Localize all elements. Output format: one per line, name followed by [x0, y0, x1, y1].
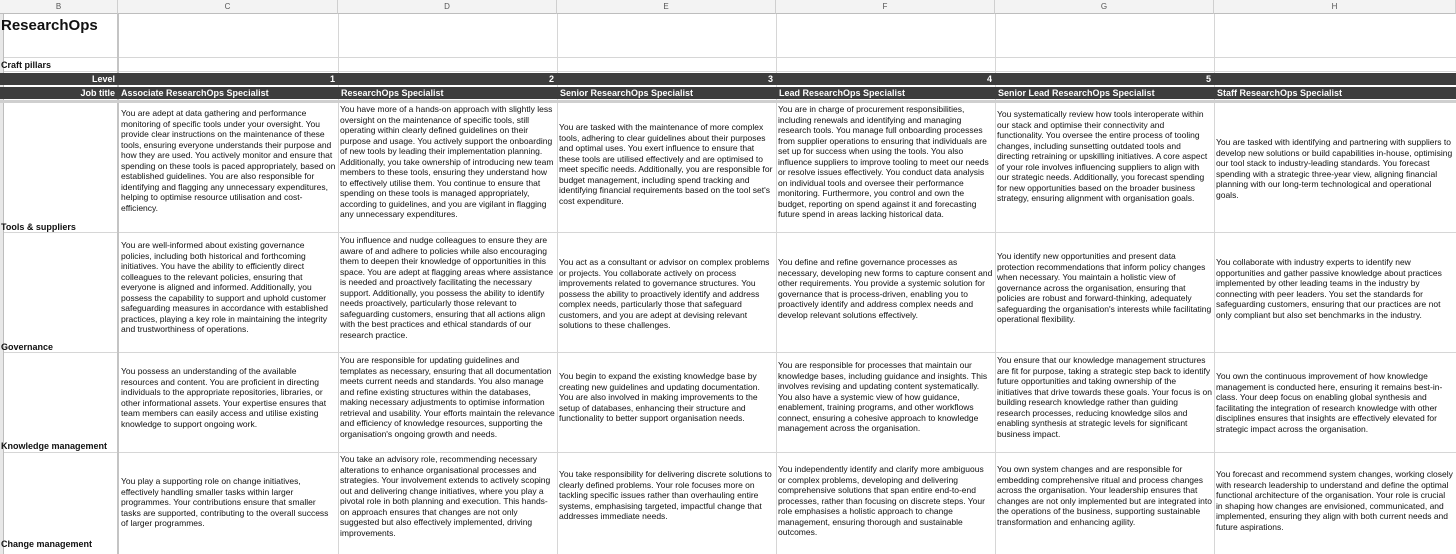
cell-change-level-3[interactable]: You take responsibility for delivering discrete solutions to clearly defined problems. Your role focuses more on tackling specific issues rather than overhauling entire systems, emphasising targeted, impactful change that addresses immediate needs.	[559, 469, 772, 521]
level-label: Level	[91, 74, 115, 84]
column-header-b[interactable]: B	[0, 0, 118, 14]
cell-tools-level-6[interactable]: You are tasked with identifying and partnering with suppliers to develop new solutions or build capabilities in-house, optimising our tool stack to industry-leading standards. You forecast spending with a strategic three-year view, aligning financial planning with our long-term technological and operational goals.	[1216, 137, 1453, 200]
job-title-associate: Associate ResearchOps Specialist	[121, 88, 269, 98]
job-title-specialist: ResearchOps Specialist	[341, 88, 444, 98]
cell-knowledge-level-1[interactable]: You possess an understanding of the available resources and content. You are proficient in directing individuals to the appropriate repositories, libraries, or other informational assets. Your expertise ensures that team members can easily access and utilise existing knowledge to support ongoing work.	[121, 366, 327, 429]
row-label-change-management: Change management	[1, 539, 93, 549]
cell-change-level-1[interactable]: You play a supporting role on change initiatives, effectively handling smaller tasks within larger programmes. Your contributions ensure that smaller tasks are supported, contributing to the overall success of larger programmes.	[121, 476, 329, 528]
level-1: 1	[329, 74, 335, 84]
cell-tools-level-3[interactable]: You are tasked with the maintenance of more complex tools, adhering to clear guidelines about their purposes and optimal uses. You exert influence to ensure that these tools are utilised effectively and are optimised to meet specific needs. Additionally, you are responsible for budget management, including spend tracking and identifying financial requirements based on the tool set's cost expenditure.	[559, 122, 773, 206]
cell-tools-level-5[interactable]: You systematically review how tools interoperate within our stack and optimise their connectivity and functionality. You oversee the entire process of tooling changes, including sunsetting outdated tools and directing retraining or upskilling initiatives. A core aspect of your role involves influencing suppliers to align with our strategic needs. Additionally, you forecast spending for new opportunities based on the broader business strategy, ensuring alignment with organisation goals.	[997, 109, 1208, 203]
cell-governance-level-3[interactable]: You act as a consultant or advisor on complex problems or projects. You collaborate actively on process improvements related to governance structures. You possess the ability to proactively identify and address complex needs, particularly those that safeguard customers, and you are adept at devising relevant solutions to these challenges.	[559, 257, 770, 330]
cell-governance-level-6[interactable]: You collaborate with industry experts to identify new opportunities and gather passive knowledge about practices implemented by other leading teams in the industry by connecting with peer leaders. You set the standards for safeguarding customers, ensuring that our practices are not only compliant but also set benchmarks in the industry.	[1216, 257, 1442, 320]
craft-pillars-label: Craft pillars	[1, 60, 52, 70]
row-label-governance: Governance	[1, 342, 54, 352]
cell-tools-level-4[interactable]: You are in charge of procurement responsibilities, including renewals and identifying and managing research tools. You manage full onboarding processes from supplier operations to ensuring that individuals are set up for success when using the tools. You also influence suppliers to improve tooling to meet our needs or resolve issues effectively. You conduct data analysis on individual tools and oversee their performance monitoring. Furthermore, you control and own the budget, reporting on spend against it and forecasting future spend in areas lacking historical data.	[778, 104, 989, 219]
job-title-senior-lead: Senior Lead ResearchOps Specialist	[998, 88, 1155, 98]
job-title-lead: Lead ResearchOps Specialist	[779, 88, 906, 98]
cell-governance-level-4[interactable]: You define and refine governance processes as necessary, developing new forms to capture consent and other requirements. You provide a systemic solution for governance that is process-driven, enabling you to proactively identify and address complex needs and develop relevant solutions effectively.	[778, 257, 993, 320]
column-header-f[interactable]: F	[776, 0, 995, 14]
job-title-label: Job title	[80, 88, 115, 98]
row-label-knowledge-management: Knowledge management	[1, 441, 108, 451]
column-header-e[interactable]: E	[557, 0, 776, 14]
column-header-d[interactable]: D	[338, 0, 557, 14]
job-title-staff: Staff ResearchOps Specialist	[1217, 88, 1343, 98]
cell-knowledge-level-5[interactable]: You ensure that our knowledge management structures are fit for purpose, taking a strategic step back to identify future opportunities and taking ownership of the initiatives that drive towards these goals. Your focus is on building research knowledge rather than guiding research processes, reducing knowledge silos and enabling synthesis at strategic levels for significant business impact.	[997, 355, 1212, 439]
cell-change-level-6[interactable]: You forecast and recommend system changes, working closely with research leadership to understand and define the optimal functional architecture of the organisation. Your role is crucial in shaping how changes are envisioned, communicated, and implemented, ensuring they align with both current needs and future aspirations.	[1216, 469, 1453, 532]
cell-governance-level-1[interactable]: You are well-informed about existing governance policies, including both historical and forthcoming initiatives. You have the ability to efficiently direct colleagues to the relevant policies, ensuring that everyone is aligned and informed. Additionally, you possess the capability to support and uphold customer safeguarding measures in accordance with established practices, playing a key role in maintaining the integrity and trustworthiness of operations.	[121, 240, 328, 334]
cell-tools-level-1[interactable]: You are adept at data gathering and performance monitoring of specific tools under your oversight. You provide clear instructions on the maintenance of these tools, ensuring everyone understands their purpose and how they are used. You actively monitor and ensure that spending on these tools is paced appropriately, based on established guidelines. You are also responsible for identifying and flagging any unnecessary expenditures, helping to optimise resource utilisation and cost-efficiency.	[121, 108, 336, 213]
column-header-c[interactable]: C	[118, 0, 338, 14]
row-label-tools-suppliers: Tools & suppliers	[1, 222, 76, 232]
column-header-h[interactable]: H	[1214, 0, 1456, 14]
job-title-row	[0, 87, 1456, 99]
column-header-g[interactable]: G	[995, 0, 1214, 14]
cell-knowledge-level-3[interactable]: You begin to expand the existing knowledge base by creating new guidelines and updating documentation. You are also involved in making improvements to the setup of databases, enhancing their structure and functionality to better support organisation needs.	[559, 371, 760, 423]
cell-change-level-2[interactable]: You take an advisory role, recommending necessary alterations to enhance organisational processes and strategies. Your involvement extends to actively scoping out and delivering change initiatives, where you play a pivotal role in both planning and execution. This hands-on approach ensures that changes are not only suggested but also effectively implemented, driving improvements.	[340, 454, 551, 538]
cell-governance-level-2[interactable]: You influence and nudge colleagues to ensure they are aware of and adhere to policies while also encouraging them to deepen their knowledge of opportunities in this space. You are adept at flagging areas where assistance is needed and proactively facilitating the necessary support. Additionally, you possess the ability to identify needs proactively, particularly those relevant to safeguarding customers, ensuring that all actions align with the best practices and ethical standards of our research practice.	[340, 235, 554, 340]
job-title-senior: Senior ResearchOps Specialist	[560, 88, 694, 98]
cell-change-level-4[interactable]: You independently identify and clarify more ambiguous or complex problems, developing and delivering comprehensive solutions that span entire end-to-end processes, rather than focusing on discrete steps. Your role emphasises a holistic approach to change management, ensuring thorough and sustainable outcomes.	[778, 464, 985, 537]
cell-knowledge-level-4[interactable]: You are responsible for processes that maintain our knowledge bases, including guidance and insights. This involves revising and updating content systematically. You also have a systemic view of how guidance, enablement, training programs, and other workflows connect, ensuring a cohesive approach to knowledge management across the organisation.	[778, 360, 988, 433]
level-row	[0, 73, 1456, 85]
cell-knowledge-level-2[interactable]: You are responsible for updating guidelines and templates as necessary, ensuring that all documentation meets current needs and standards. You also manage and refine existing structures within the databases, making necessary adjustments to optimise information retrieval and usability. Your efforts maintain the relevance and efficiency of knowledge resources, supporting the organisation's ongoing growth and needs.	[340, 355, 555, 439]
cell-tools-level-2[interactable]: You have more of a hands-on approach with slightly less oversight on the maintenance of specific tools, still operating within clearly defined guidelines on their purpose and usage. You actively support the onboarding of new tools by leading their implementation planning. Additionally, you take ownership of introducing new team members to these tools, ensuring they understand how to effectively utilise them. You continue to ensure that spending on these tools is managed appropriately, according to guidelines, and you are vigilant in flagging any unnecessary expenditures.	[340, 104, 554, 219]
cell-governance-level-5[interactable]: You identify new opportunities and present data protection recommendations that inform policy changes when necessary. You maintain a holistic view of governance across the organisation, ensuring that policies are robust and forward-thinking, adequately safeguarding the organisation's interests while facilitating operational flexibility.	[997, 251, 1212, 324]
level-4: 4	[986, 74, 992, 84]
level-2: 2	[548, 74, 554, 84]
cell-knowledge-level-6[interactable]: You own the continuous improvement of how knowledge management is conducted here, ensuring it remains best-in-class. Your deep focus on enabling global synthesis and facilitating the integration of research knowledge with other disciplines ensures that insights are effectively elevated for strategic impact across the organisation.	[1216, 371, 1443, 434]
level-3: 3	[767, 74, 773, 84]
sheet-title: ResearchOps	[1, 17, 98, 34]
cell-change-level-5[interactable]: You own system changes and are responsible for embedding comprehensive ritual and process changes across the organisation. Your leadership ensures that changes are not only implemented but are integrated into the operations of the business, supporting sustainable transformation and enhancing agility.	[997, 464, 1212, 527]
level-5: 5	[1205, 74, 1211, 84]
